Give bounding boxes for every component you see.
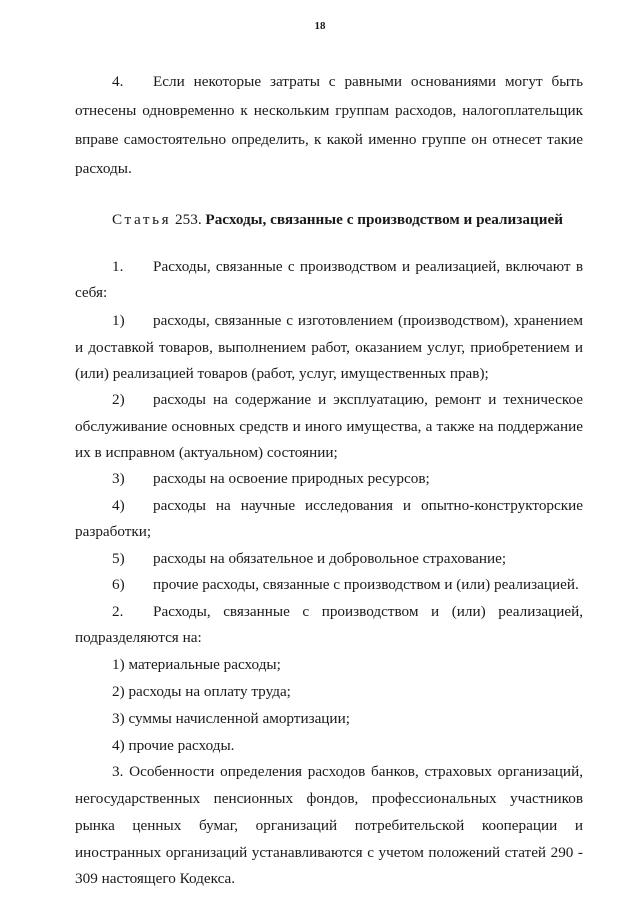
para4-number: 4. [112,73,124,90]
article-number: 253. [175,211,202,228]
item-first-line: расходы, связанные с изготовлением (производством), хранением [153,312,583,329]
para4-line: отнесены одновременно к нескольким группам расходов, налогоплательщик [75,102,583,119]
p3-line: негосударственных пенсионных фондов, профессиональных участников [75,790,583,807]
p2-line: подразделяются на: [75,629,202,646]
item-line: разработки; [75,523,152,540]
item-first-line: прочие расходы, связанные с производством и (или) реализацией. [153,576,579,593]
item-first-line: расходы на освоение природных ресурсов; [153,470,430,487]
article-heading [112,210,563,230]
item-number: 4) [112,497,125,514]
article-prefix: Статья [112,211,172,228]
item-line: (или) реализацией товаров (работ, услуг, имущественных прав); [75,365,489,382]
item-number: 6) [112,576,125,593]
item-first-line: расходы на обязательное и добровольное страхование; [153,550,507,567]
p3-line: 309 настоящего Кодекса. [75,870,236,887]
subitem: 4) прочие расходы. [112,737,235,754]
item-number: 1) [112,312,125,329]
item-line: обслуживание основных средств и иного имущества, а также на поддержание [75,418,583,435]
p1-number: 1. [112,258,124,275]
subitem: 3) суммы начисленной амортизации; [112,710,350,727]
para4-first-line: Если некоторые затраты с равными основаниями могут быть [153,73,583,90]
p1-first-line: Расходы, связанные с производством и реализацией, включают в [153,258,583,275]
para4-line: вправе самостоятельно определить, к какой именно группе он отнесет такие [75,131,583,148]
item-number: 2) [112,391,125,408]
p3-line: иностранных организаций устанавливаются с учетом положений статей 290 - [75,844,583,861]
item-first-line: расходы на научные исследования и опытно-конструкторские [153,497,583,514]
p1-line: себя: [75,284,108,301]
article-title: Расходы, связанные с производством и реализацией [205,211,563,228]
item-line: и доставкой товаров, выполнением работ, оказанием услуг, приобретением и [75,339,583,356]
subitem: 1) материальные расходы; [112,656,281,673]
p2-first-line: Расходы, связанные с производством и (или) реализацией, [153,603,583,620]
p3-line: рынка ценных бумаг, организаций потребительской кооперации и [75,817,583,834]
page-number: 18 [314,20,326,32]
item-number: 3) [112,470,125,487]
item-line: их в исправном (актуальном) состоянии; [75,444,338,461]
item-first-line: расходы на содержание и эксплуатацию, ремонт и техническое [153,391,583,408]
para4-line: расходы. [75,160,132,177]
p3-first-line: 3. Особенности определения расходов банков, страховых организаций, [112,763,583,780]
subitem: 2) расходы на оплату труда; [112,683,291,700]
p2-number: 2. [112,603,124,620]
item-number: 5) [112,550,125,567]
